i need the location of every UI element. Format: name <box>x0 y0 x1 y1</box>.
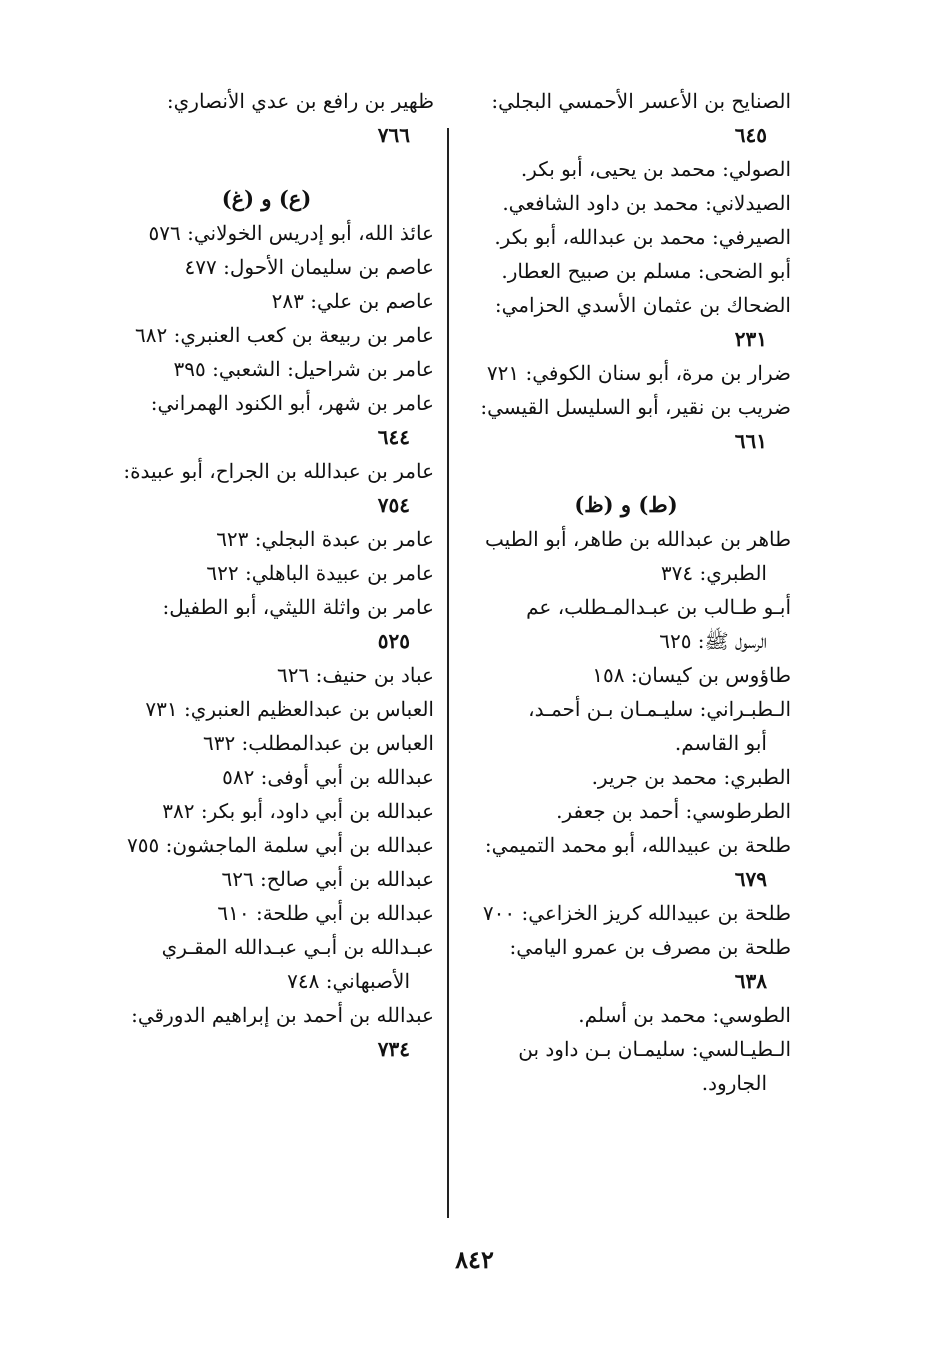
entry-continuation: أبو القاسم. <box>674 731 767 755</box>
index-entry <box>461 186 791 220</box>
entry-page-ref: ٧٣٤ <box>377 1037 410 1061</box>
index-entry <box>461 930 791 998</box>
index-entry <box>461 522 791 590</box>
index-entry <box>99 216 434 250</box>
index-entry <box>99 692 434 726</box>
index-entry <box>99 998 434 1066</box>
entry-text: عاصم بن سليمان الأحول: ٤٧٧ <box>184 255 434 279</box>
index-entry <box>99 828 434 862</box>
entry-page-ref: ٦٧٩ <box>734 867 767 891</box>
index-entry <box>99 760 434 794</box>
index-entry <box>461 288 791 356</box>
index-entry <box>461 760 791 794</box>
section-heading-ain-ghain: (ع) و (غ) <box>221 186 312 211</box>
index-entry <box>99 726 434 760</box>
index-entry <box>461 828 791 896</box>
entry-page-ref: ٢٣١ <box>734 327 767 351</box>
index-entry <box>461 254 791 288</box>
entry-text: عبدالله بن أبي صالح: ٦٢٦ <box>221 867 434 891</box>
entry-page-ref: ٥٢٥ <box>377 629 410 653</box>
entry-text: عامر بن عبدالله بن الجراح، أبو عبيدة: <box>123 459 434 483</box>
index-entry <box>99 250 434 284</box>
entry-page-ref: ٦٤٥ <box>734 123 767 147</box>
entry-page-ref: ٦٣٨ <box>734 969 767 993</box>
entry-text: عامر بن شهر، أبو الكنود الهمراني: <box>150 391 434 415</box>
index-entry <box>99 794 434 828</box>
entry-text: الصيرفي: محمد بن عبدالله، أبو بكر. <box>494 225 791 249</box>
entry-continuation: الأصبهاني: ٧٤٨ <box>287 969 410 993</box>
index-entry <box>461 794 791 828</box>
section-heading-ta-za: (ط) و (ظ) <box>574 492 678 517</box>
index-entry <box>461 84 791 152</box>
right-block-2 <box>461 522 791 1100</box>
entry-text: الطبري: محمد بن جرير. <box>591 765 791 789</box>
entry-page-ref: ٦٦١ <box>734 429 767 453</box>
entry-text: ضرار بن مرة، أبو سنان الكوفي: ٧٢١ <box>486 361 791 385</box>
entry-continuation: الرسول ﷺ: ٦٢٥ <box>659 629 767 653</box>
entry-text: العباس بن عبدالمطلب: ٦٣٢ <box>202 731 434 755</box>
index-entry <box>99 896 434 930</box>
entry-text: عبدالله بن أبي داود، أبو بكر: ٣٨٢ <box>162 799 434 823</box>
entry-text: طلحة بن مصرف بن عمرو اليامي: <box>509 935 791 959</box>
entry-page-ref: ٦٤٤ <box>377 425 410 449</box>
entry-text: عائذ الله، أبو إدريس الخولاني: ٥٧٦ <box>148 221 434 245</box>
entry-page-ref: ٧٥٤ <box>377 493 410 517</box>
index-entry <box>99 284 434 318</box>
entry-text: طاؤوس بن كيسان: ١٥٨ <box>592 663 791 687</box>
page-number: ٨٤٢ <box>455 1245 494 1274</box>
entry-text: عبدالله بن أحمد بن إبراهيم الدورقي: <box>131 1003 434 1027</box>
index-entry <box>99 522 434 556</box>
right-block-1 <box>461 84 791 458</box>
entry-text: الـطيـالسي: سليمـان بـن داود بن <box>518 1037 791 1061</box>
index-entry <box>461 1032 791 1100</box>
index-entry <box>99 658 434 692</box>
entry-text: طلحة بن عبيدالله، أبو محمد التميمي: <box>484 833 791 857</box>
index-entry <box>99 454 434 522</box>
entry-text: الطرطوسي: أحمد بن جعفر. <box>556 799 791 823</box>
index-entry <box>99 318 434 352</box>
entry-text: عامر بن ربيعة بن كعب العنبري: ٦٨٢ <box>135 323 434 347</box>
index-entry <box>461 220 791 254</box>
index-entry <box>461 692 791 760</box>
entry-text: طاهر بن عبدالله بن طاهر، أبو الطيب <box>484 527 791 551</box>
entry-text: أبـو طـالب بن عبـدالمـطلب، عم <box>526 595 791 619</box>
index-entry <box>461 658 791 692</box>
entry-text: عبدالله بن أبي سلمة الماجشون: ٧٥٥ <box>127 833 434 857</box>
index-entry <box>461 896 791 930</box>
entry-text: الـطبـراني: سليـمـان بـن أحمـد، <box>528 697 791 721</box>
entry-text: عبدالله بن أبي طلحة: ٦١٠ <box>217 901 434 925</box>
index-entry <box>99 352 434 386</box>
index-entry <box>99 862 434 896</box>
index-entry <box>461 998 791 1032</box>
entry-text: الصولي: محمد بن يحيى، أبو بكر. <box>520 157 791 181</box>
index-entry <box>99 930 434 998</box>
entry-text: ظهير بن رافع بن عدي الأنصاري: <box>166 89 434 113</box>
entry-text: عامر بن شراحيل: الشعبي: ٣٩٥ <box>173 357 434 381</box>
entry-text: عامر بن واثلة الليثي، أبو الطفيل: <box>162 595 434 619</box>
entry-text: عامر بن عبيدة الباهلي: ٦٢٢ <box>206 561 434 585</box>
index-entry <box>99 84 434 152</box>
entry-text: أبو الضحى: مسلم بن صبيح العطار. <box>501 259 791 283</box>
column-divider <box>447 128 449 1218</box>
left-block-2 <box>99 216 434 1066</box>
entry-text: الضحاك بن عثمان الأسدي الحزامي: <box>494 293 791 317</box>
entry-text: الصنايح بن الأعسر الأحمسي البجلي: <box>491 89 791 113</box>
left-column <box>99 84 434 1066</box>
entry-text: طلحة بن عبيدالله كريز الخزاعي: ٧٠٠ <box>482 901 791 925</box>
entry-text: عامر بن عبدة البجلي: ٦٢٣ <box>216 527 434 551</box>
entry-text: الصيدلاني: محمد بن داود الشافعي. <box>502 191 791 215</box>
index-entry <box>461 152 791 186</box>
entry-continuation: الجارود. <box>701 1071 767 1095</box>
entry-continuation: الطبري: ٣٧٤ <box>660 561 767 585</box>
entry-text: عاصم بن علي: ٢٨٣ <box>271 289 434 313</box>
entry-text: عبـدالله بن أبـي عبـدالله المقـري <box>161 935 434 959</box>
entry-text: الطوسي: محمد بن أسلم. <box>578 1003 791 1027</box>
index-entry <box>99 386 434 454</box>
entry-text: ضريب بن نقير، أبو السليسل القيسي: <box>480 395 791 419</box>
index-entry <box>461 356 791 390</box>
entry-text: عبدالله بن أبي أوفى: ٥٨٢ <box>222 765 434 789</box>
index-entry <box>99 556 434 590</box>
left-block-1 <box>99 84 434 152</box>
entry-page-ref: ٧٦٦ <box>377 123 410 147</box>
index-entry <box>461 390 791 458</box>
right-column <box>461 84 791 1100</box>
entry-text: عباد بن حنيف: ٦٢٦ <box>277 663 434 687</box>
index-entry <box>461 590 791 658</box>
entry-text: العباس بن عبدالعظيم العنبري: ٧٣١ <box>145 697 434 721</box>
index-entry <box>99 590 434 658</box>
